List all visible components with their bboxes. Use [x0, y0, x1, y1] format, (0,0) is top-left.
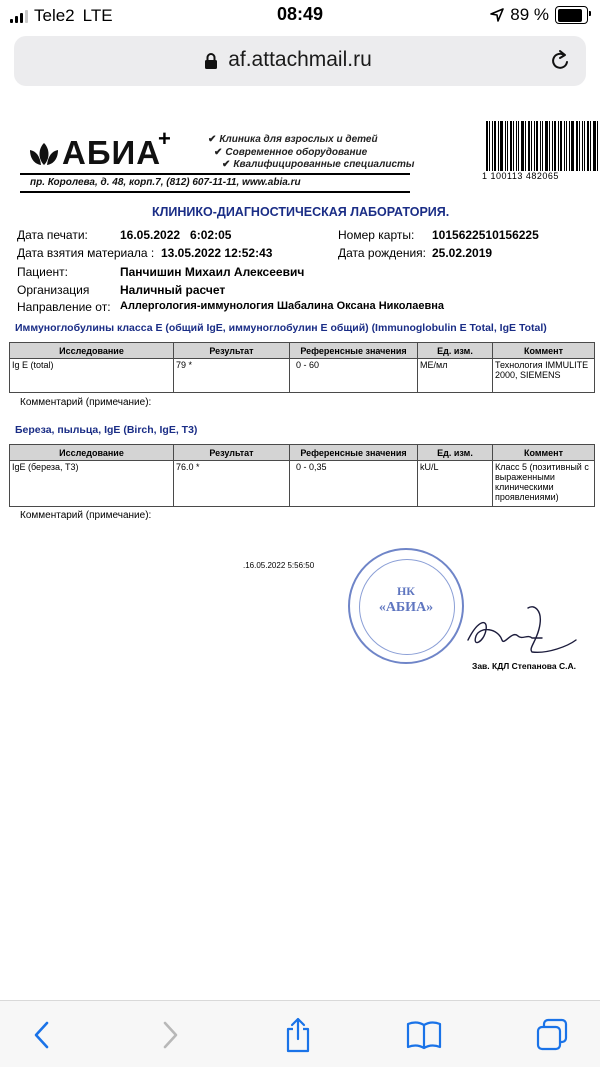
table-header-row [10, 445, 595, 461]
battery-icon [555, 6, 588, 24]
sample-date-value: 13.05.2022 12:52:43 [161, 246, 273, 260]
stamp-top-text: НК [396, 584, 416, 598]
back-button[interactable] [22, 1015, 62, 1055]
tabs-button[interactable] [532, 1015, 572, 1055]
clock: 08:49 [276, 4, 324, 24]
column-header: Результат [174, 445, 290, 461]
birth-date-label: Дата рождения: [338, 246, 426, 260]
bookmarks-icon [406, 1020, 442, 1050]
column-header: Исследование [10, 343, 174, 359]
result-cell: 76.0 * [174, 461, 290, 507]
organization-value: Наличный расчет [120, 283, 226, 297]
clinic-stamp [348, 548, 464, 664]
results-table [9, 444, 595, 507]
lab-title: КЛИНИКО-ДИАГНОСТИЧЕСКАЯ ЛАБОРАТОРИЯ. [152, 205, 450, 219]
browser-toolbar [0, 1000, 600, 1067]
address-bar[interactable] [14, 36, 586, 86]
column-header: Ед. изм. [418, 445, 493, 461]
section-title-birch-ige: Береза, пыльца, IgE (Birch, IgE, T3) [15, 424, 198, 436]
url-text[interactable]: af.attachmail.ru [228, 48, 372, 71]
battery-percent: 89 % [510, 5, 549, 24]
result-cell: 79 * [174, 359, 290, 393]
card-number-label: Номер карты: [338, 228, 415, 242]
carrier-name: Tele2 [34, 6, 75, 25]
column-header: Коммент [493, 445, 595, 461]
column-header: Исследование [10, 445, 174, 461]
tagline-2: ✔ Современное оборудование [214, 147, 368, 158]
barcode [486, 121, 600, 171]
reference-cell: 0 - 0,35 [290, 461, 418, 507]
location-arrow-icon [490, 8, 504, 22]
sample-date-label: Дата взятия материала : [17, 246, 155, 260]
column-header: Коммент [493, 343, 595, 359]
reload-icon[interactable] [548, 49, 572, 73]
lab-report-document [0, 104, 600, 994]
bookmarks-button[interactable] [404, 1015, 444, 1055]
clinic-logo-plus: + [158, 126, 171, 151]
signature [458, 600, 583, 660]
patient-name: Панчишин Михаил Алексеевич [120, 265, 305, 279]
header-divider [20, 191, 410, 193]
unit-cell: kU/L [418, 461, 493, 507]
table-row [10, 359, 595, 393]
header-divider [20, 173, 410, 175]
print-date-label: Дата печати: [17, 228, 88, 242]
patient-label: Пациент: [17, 265, 69, 279]
organization-label: Организация [17, 283, 90, 297]
results-table [9, 342, 595, 393]
tabs-icon [535, 1018, 569, 1052]
comment-cell: Технология IMMULITE 2000, SIEMENS [493, 359, 595, 393]
referral-value: Аллергология-иммунология Шабалина Оксана Николаевна [120, 300, 444, 312]
column-header: Референсные значения [290, 445, 418, 461]
print-date-value: 16.05.2022 6:02:05 [120, 228, 232, 242]
status-bar [0, 0, 600, 30]
referral-label: Направление от: [17, 300, 111, 314]
share-button[interactable] [278, 1015, 318, 1055]
tagline-1: ✔ Клиника для взрослых и детей [208, 134, 378, 145]
note-label: Комментарий (примечание): [20, 510, 152, 521]
comment-cell: Класс 5 (позитивный с выраженными клиническими проявлениями) [493, 461, 595, 507]
reference-cell: 0 - 60 [290, 359, 418, 393]
clinic-address: пр. Королева, д. 48, корп.7, (812) 607-11-11, www.abia.ru [30, 177, 301, 188]
note-label: Комментарий (примечание): [20, 397, 152, 408]
table-header-row [10, 343, 595, 359]
birth-date-value: 25.02.2019 [432, 246, 493, 260]
clinic-logo-text: АБИА [62, 134, 162, 171]
share-icon [283, 1017, 313, 1053]
forward-icon [160, 1020, 180, 1050]
unit-cell: МЕ/мл [418, 359, 493, 393]
stamp-name-text: «АБИА» [378, 600, 434, 615]
card-number-value: 1015622510156225 [432, 228, 539, 242]
forward-button[interactable] [150, 1015, 190, 1055]
print-timestamp: .16.05.2022 5:56:50 [243, 561, 315, 570]
head-signature-text: Зав. КДЛ Степанова С.А. [472, 661, 576, 671]
test-name-cell: IgE (береза, Т3) [10, 461, 174, 507]
back-icon [32, 1020, 52, 1050]
column-header: Результат [174, 343, 290, 359]
section-title-ige-total: Иммуноглобулины класса Е (общий IgE, иммуноглобулин Е общий) (Immunoglobulin E Total, IgE Total) [15, 322, 547, 334]
test-name-cell: Ig E (total) [10, 359, 174, 393]
network-type: LTE [82, 6, 113, 25]
tagline-3: ✔ Квалифицированные специалисты [222, 159, 415, 170]
column-header: Референсные значения [290, 343, 418, 359]
leaf-logo-icon [28, 141, 60, 167]
column-header: Ед. изм. [418, 343, 493, 359]
table-row [10, 461, 595, 507]
barcode-number: 1 100113 482065 [482, 171, 559, 181]
